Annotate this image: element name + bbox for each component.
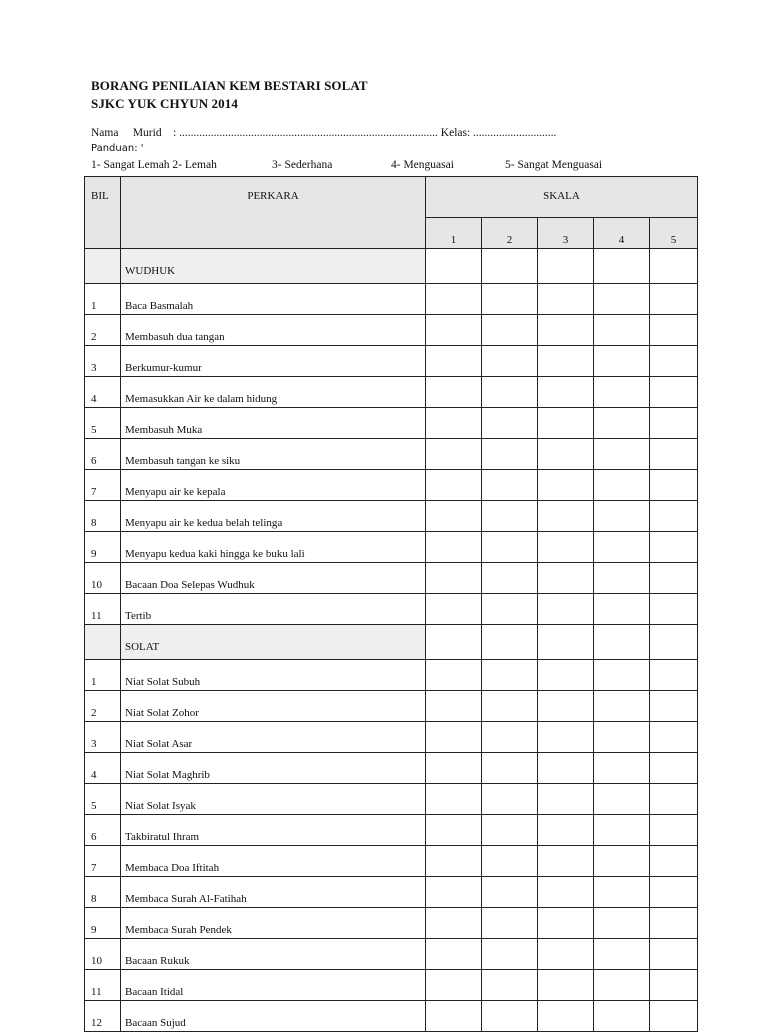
score-cell-2[interactable] (482, 908, 538, 939)
score-cell-5[interactable] (650, 970, 698, 1001)
score-cell-1[interactable] (426, 439, 482, 470)
score-cell-4[interactable] (594, 815, 650, 846)
scale-number-3: 3 (538, 218, 594, 249)
item-number: 5 (85, 784, 121, 815)
item-number: 3 (85, 346, 121, 377)
score-cell-5[interactable] (650, 753, 698, 784)
score-cell-1[interactable] (426, 594, 482, 625)
score-cell-4[interactable] (594, 594, 650, 625)
item-number: 10 (85, 563, 121, 594)
score-cell-5[interactable] (650, 877, 698, 908)
score-cell-4[interactable] (594, 346, 650, 377)
table-row (85, 784, 698, 815)
score-cell-2[interactable] (482, 1001, 538, 1032)
score-cell-3[interactable] (538, 691, 594, 722)
score-cell-1[interactable] (426, 660, 482, 691)
item-number: 5 (85, 408, 121, 439)
score-cell-1[interactable] (426, 846, 482, 877)
score-cell-4[interactable] (594, 970, 650, 1001)
score-cell-1[interactable] (426, 284, 482, 315)
item-number: 7 (85, 470, 121, 501)
guide-label: Panduan: ' (91, 143, 144, 154)
table-row (85, 970, 698, 1001)
item-text: Niat Solat Subuh (121, 660, 426, 691)
score-cell-1[interactable] (426, 784, 482, 815)
item-text: Niat Solat Isyak (121, 784, 426, 815)
scale-legend-5: 5- Sangat Menguasai (505, 159, 603, 171)
student-name-class-line: Nama Murid : .......................................................................................... Kelas: ............................. (91, 127, 557, 139)
score-cell-2[interactable] (482, 660, 538, 691)
table-row (85, 284, 698, 315)
assessment-table (84, 176, 698, 1032)
table-row (85, 722, 698, 753)
item-text: Baca Basmalah (121, 284, 426, 315)
score-cell-5[interactable] (650, 625, 698, 660)
score-cell-3[interactable] (538, 970, 594, 1001)
score-cell-5[interactable] (650, 315, 698, 346)
score-cell-5[interactable] (650, 284, 698, 315)
item-number: 2 (85, 691, 121, 722)
item-number: 6 (85, 815, 121, 846)
score-cell-3[interactable] (538, 784, 594, 815)
score-cell-1[interactable] (426, 691, 482, 722)
score-cell-3[interactable] (538, 939, 594, 970)
table-row (85, 532, 698, 563)
item-text: Membasuh Muka (121, 408, 426, 439)
table-row (85, 501, 698, 532)
score-cell-2[interactable] (482, 691, 538, 722)
section-row (85, 249, 698, 284)
score-cell-5[interactable] (650, 660, 698, 691)
table-row (85, 563, 698, 594)
score-cell-1[interactable] (426, 970, 482, 1001)
score-cell-5[interactable] (650, 439, 698, 470)
item-number: 1 (85, 284, 121, 315)
score-cell-2[interactable] (482, 625, 538, 660)
item-text: Menyapu air ke kedua belah telinga (121, 501, 426, 532)
score-cell-1[interactable] (426, 815, 482, 846)
score-cell-2[interactable] (482, 315, 538, 346)
header-bil: BIL (85, 177, 121, 249)
item-text: Membasuh dua tangan (121, 315, 426, 346)
score-cell-3[interactable] (538, 315, 594, 346)
score-cell-1[interactable] (426, 908, 482, 939)
score-cell-2[interactable] (482, 753, 538, 784)
score-cell-3[interactable] (538, 660, 594, 691)
item-text: Bacaan Doa Selepas Wudhuk (121, 563, 426, 594)
score-cell-5[interactable] (650, 691, 698, 722)
item-text: Berkumur-kumur (121, 346, 426, 377)
header-perkara: PERKARA (121, 177, 426, 249)
score-cell-5[interactable] (650, 532, 698, 563)
score-cell-2[interactable] (482, 563, 538, 594)
score-cell-4[interactable] (594, 722, 650, 753)
score-cell-5[interactable] (650, 784, 698, 815)
score-cell-2[interactable] (482, 532, 538, 563)
score-cell-3[interactable] (538, 1001, 594, 1032)
score-cell-2[interactable] (482, 501, 538, 532)
score-cell-2[interactable] (482, 408, 538, 439)
score-cell-3[interactable] (538, 908, 594, 939)
score-cell-5[interactable] (650, 563, 698, 594)
score-cell-4[interactable] (594, 470, 650, 501)
table-row (85, 660, 698, 691)
score-cell-1[interactable] (426, 346, 482, 377)
score-cell-1[interactable] (426, 501, 482, 532)
score-cell-4[interactable] (594, 408, 650, 439)
score-cell-1[interactable] (426, 408, 482, 439)
item-number: 9 (85, 908, 121, 939)
score-cell-3[interactable] (538, 563, 594, 594)
scale-number-1: 1 (426, 218, 482, 249)
table-row (85, 377, 698, 408)
item-text: Memasukkan Air ke dalam hidung (121, 377, 426, 408)
item-number: 4 (85, 377, 121, 408)
score-cell-2[interactable] (482, 284, 538, 315)
score-cell-1[interactable] (426, 249, 482, 284)
score-cell-4[interactable] (594, 377, 650, 408)
table-row (85, 877, 698, 908)
score-cell-4[interactable] (594, 846, 650, 877)
score-cell-1[interactable] (426, 315, 482, 346)
score-cell-3[interactable] (538, 815, 594, 846)
score-cell-5[interactable] (650, 846, 698, 877)
section-row (85, 625, 698, 660)
score-cell-4[interactable] (594, 439, 650, 470)
score-cell-5[interactable] (650, 249, 698, 284)
score-cell-4[interactable] (594, 315, 650, 346)
score-cell-2[interactable] (482, 439, 538, 470)
score-cell-2[interactable] (482, 594, 538, 625)
item-text: Takbiratul Ihram (121, 815, 426, 846)
item-number: 11 (85, 594, 121, 625)
table-row (85, 439, 698, 470)
section-bil-cell (85, 249, 121, 284)
score-cell-4[interactable] (594, 908, 650, 939)
score-cell-3[interactable] (538, 501, 594, 532)
scale-number-2: 2 (482, 218, 538, 249)
score-cell-2[interactable] (482, 470, 538, 501)
section-title: SOLAT (121, 625, 426, 660)
score-cell-3[interactable] (538, 377, 594, 408)
score-cell-2[interactable] (482, 815, 538, 846)
score-cell-4[interactable] (594, 501, 650, 532)
score-cell-5[interactable] (650, 346, 698, 377)
form-title: BORANG PENILAIAN KEM BESTARI SOLAT (91, 78, 368, 93)
score-cell-4[interactable] (594, 563, 650, 594)
score-cell-3[interactable] (538, 846, 594, 877)
score-cell-4[interactable] (594, 1001, 650, 1032)
score-cell-2[interactable] (482, 846, 538, 877)
header-skala: SKALA (426, 177, 698, 218)
score-cell-5[interactable] (650, 815, 698, 846)
score-cell-3[interactable] (538, 439, 594, 470)
score-cell-1[interactable] (426, 470, 482, 501)
score-cell-3[interactable] (538, 877, 594, 908)
score-cell-1[interactable] (426, 1001, 482, 1032)
item-number: 12 (85, 1001, 121, 1032)
scale-number-5: 5 (650, 218, 698, 249)
score-cell-2[interactable] (482, 249, 538, 284)
score-cell-3[interactable] (538, 625, 594, 660)
table-row (85, 939, 698, 970)
item-text: Bacaan Sujud (121, 1001, 426, 1032)
score-cell-4[interactable] (594, 284, 650, 315)
score-cell-5[interactable] (650, 470, 698, 501)
table-row (85, 470, 698, 501)
scale-legend-1-2: 1- Sangat Lemah 2- Lemah (91, 159, 217, 171)
score-cell-5[interactable] (650, 408, 698, 439)
item-text: Bacaan Itidal (121, 970, 426, 1001)
score-cell-3[interactable] (538, 470, 594, 501)
section-title: WUDHUK (121, 249, 426, 284)
score-cell-3[interactable] (538, 532, 594, 563)
score-cell-1[interactable] (426, 625, 482, 660)
school-name: SJKC YUK CHYUN 2014 (91, 96, 238, 111)
score-cell-4[interactable] (594, 877, 650, 908)
table-row (85, 346, 698, 377)
score-cell-2[interactable] (482, 877, 538, 908)
item-number: 10 (85, 939, 121, 970)
score-cell-5[interactable] (650, 501, 698, 532)
item-number: 7 (85, 846, 121, 877)
score-cell-4[interactable] (594, 249, 650, 284)
item-text: Menyapu air ke kepala (121, 470, 426, 501)
table-row (85, 753, 698, 784)
item-number: 3 (85, 722, 121, 753)
score-cell-5[interactable] (650, 594, 698, 625)
item-text: Membaca Surah Al-Fatihah (121, 877, 426, 908)
item-text: Bacaan Rukuk (121, 939, 426, 970)
section-bil-cell (85, 625, 121, 660)
score-cell-1[interactable] (426, 377, 482, 408)
scale-legend-3: 3- Sederhana (272, 159, 333, 171)
scale-number-4: 4 (594, 218, 650, 249)
table-body (85, 249, 698, 1032)
score-cell-2[interactable] (482, 722, 538, 753)
score-cell-5[interactable] (650, 908, 698, 939)
scale-legend-4: 4- Menguasai (391, 159, 454, 171)
item-number: 6 (85, 439, 121, 470)
score-cell-1[interactable] (426, 939, 482, 970)
score-cell-1[interactable] (426, 753, 482, 784)
score-cell-4[interactable] (594, 753, 650, 784)
score-cell-4[interactable] (594, 784, 650, 815)
score-cell-2[interactable] (482, 970, 538, 1001)
score-cell-4[interactable] (594, 625, 650, 660)
score-cell-5[interactable] (650, 377, 698, 408)
table-row (85, 846, 698, 877)
item-number: 2 (85, 315, 121, 346)
score-cell-1[interactable] (426, 722, 482, 753)
item-text: Menyapu kedua kaki hingga ke buku lali (121, 532, 426, 563)
item-number: 8 (85, 501, 121, 532)
score-cell-5[interactable] (650, 939, 698, 970)
score-cell-5[interactable] (650, 722, 698, 753)
score-cell-1[interactable] (426, 532, 482, 563)
score-cell-1[interactable] (426, 563, 482, 594)
item-number: 1 (85, 660, 121, 691)
score-cell-4[interactable] (594, 691, 650, 722)
score-cell-3[interactable] (538, 284, 594, 315)
score-cell-4[interactable] (594, 939, 650, 970)
score-cell-4[interactable] (594, 660, 650, 691)
score-cell-3[interactable] (538, 594, 594, 625)
item-number: 11 (85, 970, 121, 1001)
item-text: Niat Solat Zohor (121, 691, 426, 722)
item-number: 4 (85, 753, 121, 784)
table-row (85, 691, 698, 722)
score-cell-2[interactable] (482, 346, 538, 377)
item-text: Tertib (121, 594, 426, 625)
item-text: Membaca Surah Pendek (121, 908, 426, 939)
table-row (85, 594, 698, 625)
score-cell-4[interactable] (594, 532, 650, 563)
score-cell-2[interactable] (482, 784, 538, 815)
score-cell-2[interactable] (482, 939, 538, 970)
score-cell-3[interactable] (538, 722, 594, 753)
table-row (85, 1001, 698, 1032)
score-cell-2[interactable] (482, 377, 538, 408)
table-row (85, 815, 698, 846)
score-cell-1[interactable] (426, 877, 482, 908)
item-number: 8 (85, 877, 121, 908)
table-row (85, 908, 698, 939)
item-text: Membaca Doa Iftitah (121, 846, 426, 877)
table-row (85, 408, 698, 439)
score-cell-3[interactable] (538, 408, 594, 439)
score-cell-5[interactable] (650, 1001, 698, 1032)
score-cell-3[interactable] (538, 753, 594, 784)
score-cell-3[interactable] (538, 346, 594, 377)
table-row (85, 315, 698, 346)
item-text: Niat Solat Asar (121, 722, 426, 753)
item-text: Niat Solat Maghrib (121, 753, 426, 784)
item-text: Membasuh tangan ke siku (121, 439, 426, 470)
score-cell-3[interactable] (538, 249, 594, 284)
item-number: 9 (85, 532, 121, 563)
